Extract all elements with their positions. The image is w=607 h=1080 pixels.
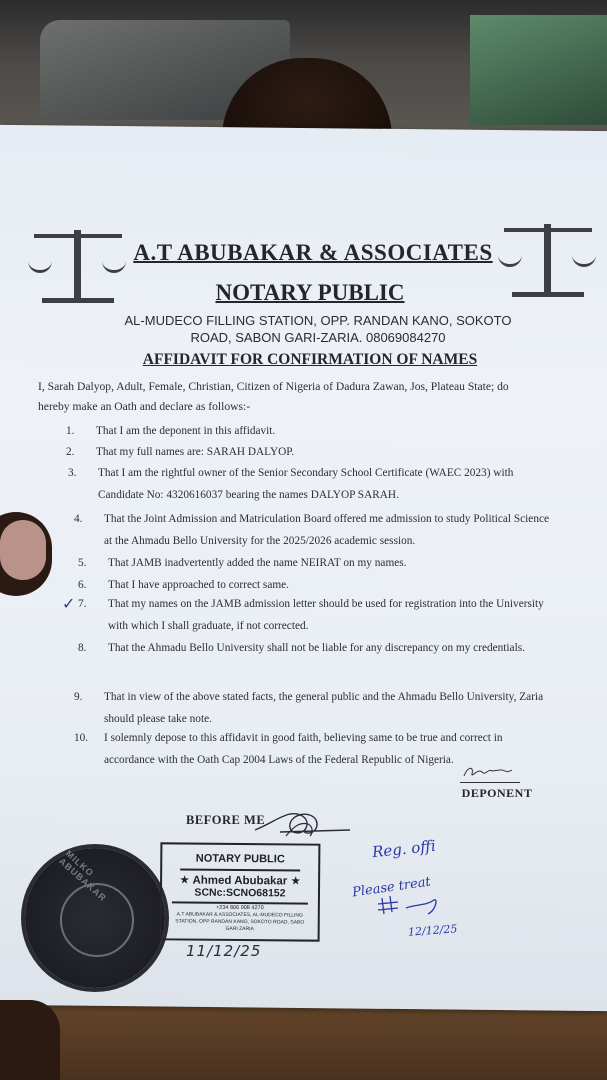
item-text: I solemnly depose to this affidavit in good faith, believing same to be true and correct in accordance with the Oath Cap 2004 Laws of the Federal Republic of Nigeria. (104, 732, 503, 766)
item-text: That the Joint Admission and Matriculation Board offered me admission to study Political Science at the Ahmadu Bello University for the 2025/2026 academic session. (104, 513, 550, 547)
item-number: 4. (74, 513, 83, 525)
stamp-address: A.T ABUBAKAR & ASSOCIATES, AL-MUDECO FILLING STATION, OPP RANDAN KANO, SOKOTO ROAD, SABO GARI ZARIA (175, 911, 305, 933)
item-number: 6. (78, 579, 87, 591)
embossed-seal (25, 848, 165, 988)
handwritten-signature (376, 890, 446, 920)
item-text: That I am the deponent in this affidavit. (96, 425, 276, 437)
handwritten-date: 12/12/25 (407, 922, 458, 939)
handwritten-note: Reg. offi (371, 836, 437, 862)
document-title: AFFIDAVIT FOR CONFIRMATION OF NAMES (142, 351, 478, 368)
stamp-notary-name: ★ Ahmed Abubakar ★ (179, 874, 301, 888)
office-title: NOTARY PUBLIC (215, 280, 405, 305)
stamp-scn: SCNc:SCNO68152 (194, 886, 286, 900)
item-number: 10. (74, 732, 89, 744)
item-text: That I am the rightful owner of the Senior Secondary School Certificate (WAEC 2023) with Candidate No: 4320616037 bearing the names DALYOP SARAH. (98, 467, 514, 501)
notary-stamp (160, 842, 321, 941)
item-text: That in view of the above stated facts, the general public and the Ahmadu Bello University, Zaria should please take note. (104, 691, 544, 725)
item-text: That my names on the JAMB admission letter should be used for registration into the University with which I shall graduate, if not corrected. (108, 598, 544, 632)
seal-text: MILKO ABUBAKAR (57, 848, 109, 904)
address-line: AL-MUDECO FILLING STATION, OPP. RANDAN KANO, SOKOTO (124, 313, 512, 328)
item-number: 5. (78, 557, 87, 569)
item-text: That the Ahmadu Bello University shall not be liable for any discrepancy on my credentials. (108, 642, 525, 654)
item-number: 2. (66, 446, 75, 458)
item-text: That my full names are: SARAH DALYOP. (96, 446, 295, 458)
deponent-signature (460, 766, 520, 783)
item-text: That JAMB inadvertently added the name NEIRAT on my names. (108, 557, 407, 569)
firm-name: A.T ABUBAKAR & ASSOCIATES (133, 240, 493, 265)
before-me-label: BEFORE ME (186, 813, 266, 827)
affidavit-intro: I, Sarah Dalyop, Adult, Female, Christian, Citizen of Nigeria of Dadura Zawan, Jos, Plateau State; do hereby make an Oath and declare as follows:- (38, 380, 509, 413)
item-number: 3. (68, 467, 77, 479)
address-line: ROAD, SABON GARI-ZARIA. 08069084270 (190, 330, 446, 345)
handwritten-note: Please treat (351, 874, 432, 901)
item-number: 7. (78, 598, 87, 610)
notary-signature (250, 806, 360, 846)
item-text: That I have approached to correct same. (108, 579, 289, 591)
stamp-phone: +234 806 908 4270 (216, 904, 264, 912)
firm-address (98, 312, 538, 346)
stamp-title: NOTARY PUBLIC (195, 852, 285, 866)
scales-of-justice-icon (498, 218, 598, 308)
checkmark-icon: ✓ (62, 594, 76, 613)
item-number: 8. (78, 642, 87, 654)
stamp-divider (180, 868, 300, 871)
stamp-date: 11/12/25 (186, 942, 262, 960)
item-number: 9. (74, 691, 83, 703)
deponent-label: DEPONENT (461, 786, 533, 800)
item-number: 1. (66, 425, 75, 437)
